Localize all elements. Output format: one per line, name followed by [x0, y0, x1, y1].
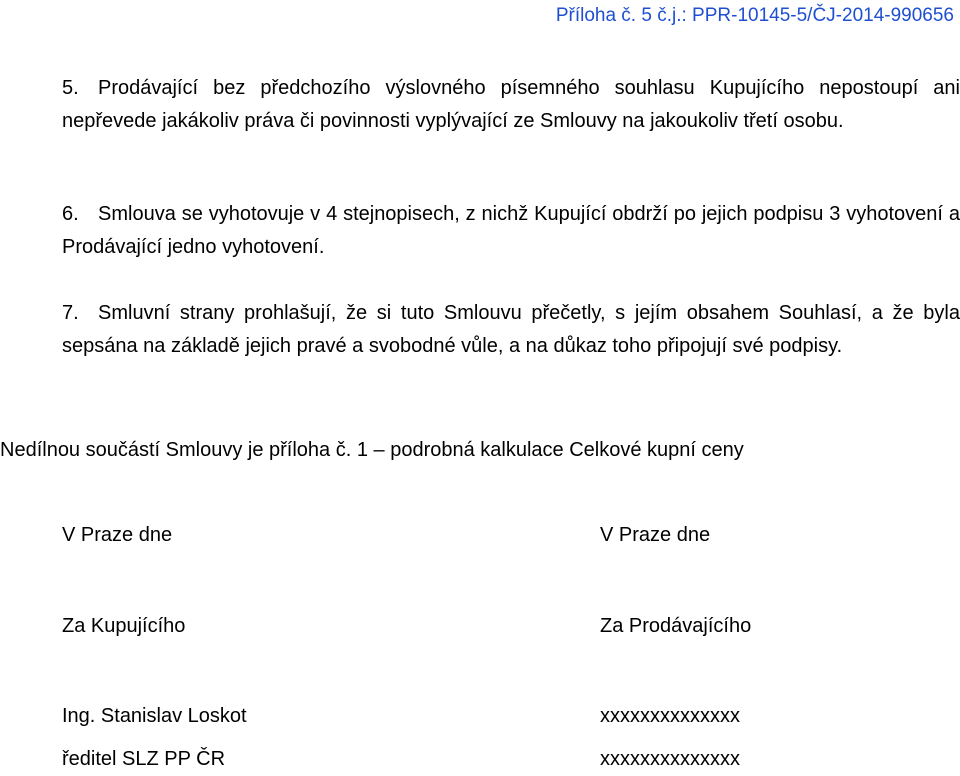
buyer-place-date: V Praze dne: [62, 524, 173, 546]
clause-7: [62, 297, 960, 363]
clause-number: 6.: [62, 203, 79, 225]
clause-number: 5.: [62, 77, 79, 99]
seller-party-label: Za Prodávajícího: [600, 615, 752, 637]
seller-signatory-title: xxxxxxxxxxxxxx: [600, 748, 740, 770]
seller-signatory-name: xxxxxxxxxxxxxx: [600, 705, 740, 727]
clause-6: [62, 198, 960, 264]
document-reference: Příloha č. 5 č.j.: PPR-10145-5/ČJ-2014-990656: [555, 5, 954, 26]
clause-5: [62, 72, 960, 138]
clause-number: 7.: [62, 302, 79, 324]
clause-text: Prodávající bez předchozího výslovného písemného souhlasu Kupujícího nepostoupí ani nepřevede jakákoliv práva či povinnosti vyplývající ze Smlouvy na jakoukoliv třetí osobu.: [62, 77, 960, 132]
buyer-signatory-name: Ing. Stanislav Loskot: [62, 705, 247, 727]
buyer-party-label: Za Kupujícího: [62, 615, 186, 637]
seller-place-date: V Praze dne: [600, 524, 711, 546]
clause-text: Smluvní strany prohlašují, že si tuto Smlouvu přečetly, s jejím obsahem Souhlasí, a že byla sepsána na základě jejich pravé a svobodné vůle, a na důkaz toho připojují své podpisy.: [62, 302, 960, 357]
buyer-signatory-title: ředitel SLZ PP ČR: [62, 748, 226, 770]
clause-text: Smlouva se vyhotovuje v 4 stejnopisech, z nichž Kupující obdrží po jejich podpisu 3 vyhotovení a Prodávající jedno vyhotovení.: [62, 203, 960, 258]
attachment-note: Nedílnou součástí Smlouvy je příloha č. 1 – podrobná kalkulace Celkové kupní ceny: [0, 439, 744, 461]
